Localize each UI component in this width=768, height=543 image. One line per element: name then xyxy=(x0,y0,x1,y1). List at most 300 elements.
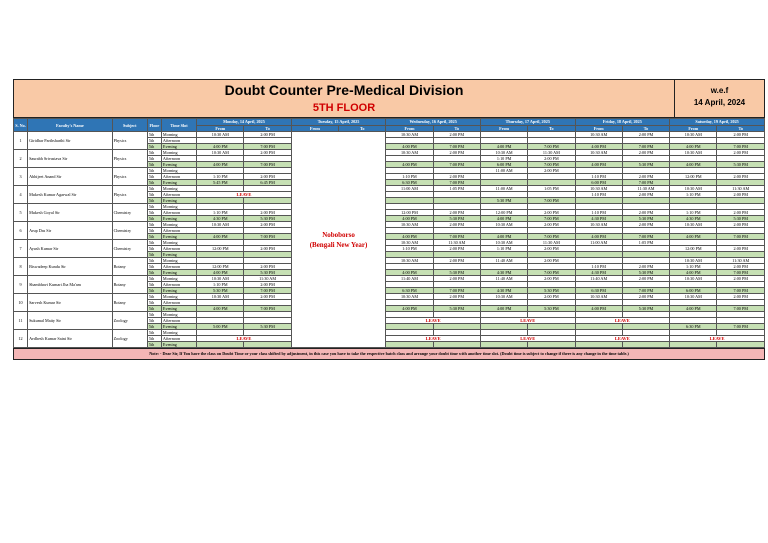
to-cell: 2:00 PM xyxy=(717,150,765,156)
faculty-sno: 11 xyxy=(14,312,28,330)
to-cell: 2:00 PM xyxy=(528,276,575,282)
from-cell: 10:30 AM xyxy=(386,240,433,246)
from-cell: 10:30 AM xyxy=(575,132,622,138)
from-cell: 4:00 PM xyxy=(197,162,244,168)
schedule-sheet xyxy=(13,79,765,360)
holiday-name: Noboborso xyxy=(322,230,355,239)
floor-cell: 5th xyxy=(147,180,161,186)
time-slot-cell: Evening xyxy=(161,180,196,186)
floor-cell: 5th xyxy=(147,186,161,192)
floor-cell: 5th xyxy=(147,198,161,204)
from-cell: 10:30 AM xyxy=(575,186,622,192)
faculty-name: Saurabh Srivastava Sir xyxy=(28,150,113,168)
time-slot-cell: Afternoon xyxy=(161,264,196,270)
to-cell: 2:00 PM xyxy=(433,258,480,264)
floor-cell: 5th xyxy=(147,156,161,162)
floor-cell: 5th xyxy=(147,228,161,234)
from-cell: 6:30 PM xyxy=(386,288,433,294)
from-cell: 4:00 PM xyxy=(575,306,622,312)
faculty-name: Arup Das Sir xyxy=(28,222,113,240)
floor-cell: 5th xyxy=(147,192,161,198)
to-cell: 2:00 PM xyxy=(433,276,480,282)
time-slot-cell: Evening xyxy=(161,234,196,240)
from-cell: 4:00 PM xyxy=(575,234,622,240)
from-header: From xyxy=(291,125,338,132)
to-cell: 2:00 PM xyxy=(433,150,480,156)
to-cell: 2:00 PM xyxy=(244,132,291,138)
from-cell: 10:30 AM xyxy=(480,240,527,246)
to-cell: 11:30 AM xyxy=(717,186,765,192)
to-cell: 2:00 PM xyxy=(244,174,291,180)
time-slot-cell: Evening xyxy=(161,162,196,168)
to-cell: 5:30 PM xyxy=(433,270,480,276)
faculty-sno: 2 xyxy=(14,150,28,168)
time-slot-cell: Evening xyxy=(161,288,196,294)
leave-cell: LEAVE xyxy=(480,336,575,342)
floor-cell: 5th xyxy=(147,246,161,252)
leave-cell: LEAVE xyxy=(670,336,765,342)
from-cell: 1:10 PM xyxy=(575,210,622,216)
to-cell: 2:00 PM xyxy=(244,294,291,300)
to-cell: 2:00 PM xyxy=(622,150,669,156)
to-cell: 7:00 PM xyxy=(622,234,669,240)
from-cell: 1:10 PM xyxy=(197,174,244,180)
to-cell: 7:00 PM xyxy=(717,234,765,240)
from-cell: 4:30 PM xyxy=(575,270,622,276)
floor-cell: 5th xyxy=(147,258,161,264)
to-cell: 7:00 PM xyxy=(717,288,765,294)
from-cell: 4:00 PM xyxy=(386,306,433,312)
from-cell: 4:00 PM xyxy=(386,162,433,168)
leave-cell: LEAVE xyxy=(480,318,575,324)
to-cell: 11:30 AM xyxy=(622,186,669,192)
to-cell: 7:00 PM xyxy=(622,144,669,150)
time-slot-cell: Morning xyxy=(161,132,196,138)
from-cell: 10:30 AM xyxy=(670,222,717,228)
to-cell: 5:30 PM xyxy=(622,306,669,312)
floor-cell: 5th xyxy=(147,306,161,312)
subject-header: Subject xyxy=(112,119,147,132)
from-cell: 4:00 PM xyxy=(575,144,622,150)
faculty-subject: Physics xyxy=(112,168,147,186)
faculty-name: Mukesh Kumar Agarwal Sir xyxy=(28,186,113,204)
from-cell: 1:10 PM xyxy=(575,264,622,270)
from-cell: 12:00 PM xyxy=(386,210,433,216)
to-cell: 2:00 PM xyxy=(528,156,575,162)
leave-cell: LEAVE xyxy=(197,336,292,342)
from-cell: 11:00 AM xyxy=(480,186,527,192)
faculty-subject: Botany xyxy=(112,258,147,276)
to-cell: 2:00 PM xyxy=(244,246,291,252)
from-cell: 10:30 AM xyxy=(197,294,244,300)
time-slot-cell: Morning xyxy=(161,312,196,318)
faculty-name: Avdhesh Kumar Saini Sir xyxy=(28,330,113,348)
faculty-name: Mukesh Goyal Sir xyxy=(28,204,113,222)
to-cell: 7:00 PM xyxy=(528,234,575,240)
floor-cell: 5th xyxy=(147,282,161,288)
to-cell: 2:00 PM xyxy=(622,264,669,270)
time-slot-cell: Afternoon xyxy=(161,336,196,342)
floor-cell: 5th xyxy=(147,174,161,180)
to-cell: 7:00 PM xyxy=(433,234,480,240)
from-cell: 10:30 AM xyxy=(670,132,717,138)
from-cell: 1:10 PM xyxy=(670,192,717,198)
floor-cell: 5th xyxy=(147,288,161,294)
to-cell xyxy=(433,342,480,348)
day-header: Saturday, 19 April, 2025 xyxy=(670,119,765,126)
faculty-sno: 10 xyxy=(14,294,28,312)
to-header: To xyxy=(528,125,575,132)
time-slot-cell: Morning xyxy=(161,276,196,282)
to-cell: 5:30 PM xyxy=(433,306,480,312)
leave-cell: LEAVE xyxy=(197,192,292,198)
from-cell: 10:30 AM xyxy=(197,222,244,228)
from-cell: 4:00 PM xyxy=(386,234,433,240)
from-cell: 12:00 PM xyxy=(197,264,244,270)
from-cell: 10:30 AM xyxy=(386,294,433,300)
time-slot-cell: Afternoon xyxy=(161,228,196,234)
to-header: To xyxy=(717,125,765,132)
to-cell: 2:00 PM xyxy=(717,294,765,300)
to-cell: 7:00 PM xyxy=(244,288,291,294)
time-slot-cell: Morning xyxy=(161,240,196,246)
from-cell: 4:30 PM xyxy=(480,270,527,276)
to-cell: 7:00 PM xyxy=(244,144,291,150)
to-cell: 5:30 PM xyxy=(528,306,575,312)
from-cell: 10:30 AM xyxy=(670,276,717,282)
from-cell: 10:30 AM xyxy=(575,222,622,228)
from-cell: 4:00 PM xyxy=(480,234,527,240)
to-cell: 2:00 PM xyxy=(622,132,669,138)
from-cell: 4:00 PM xyxy=(670,270,717,276)
to-cell: 5:30 PM xyxy=(244,216,291,222)
faculty-name: Giridhar Parthsharthi Sir xyxy=(28,132,113,150)
to-cell: 7:00 PM xyxy=(717,144,765,150)
floor-cell: 5th xyxy=(147,168,161,174)
from-cell: 11:40 AM xyxy=(386,276,433,282)
from-cell: 1:10 PM xyxy=(386,246,433,252)
faculty-sno: 12 xyxy=(14,330,28,348)
time-slot-cell: Afternoon xyxy=(161,210,196,216)
sno-header: S. No. xyxy=(14,119,28,132)
from-cell: 6:30 PM xyxy=(386,180,433,186)
to-cell: 7:00 PM xyxy=(528,144,575,150)
from-cell: 12:00 PM xyxy=(197,246,244,252)
floor-cell: 5th xyxy=(147,318,161,324)
from-cell: 10:30 AM xyxy=(197,150,244,156)
day-header: Tuesday, 15 April, 2025 xyxy=(291,119,386,126)
to-cell: 2:00 PM xyxy=(717,210,765,216)
time-slot-cell: Afternoon xyxy=(161,318,196,324)
from-cell: 4:00 PM xyxy=(480,306,527,312)
from-cell: 4:00 PM xyxy=(197,306,244,312)
floor-cell: 5th xyxy=(147,240,161,246)
to-cell: 5:30 PM xyxy=(622,270,669,276)
from-cell: 10:30 AM xyxy=(386,222,433,228)
from-cell: 4:00 PM xyxy=(670,306,717,312)
to-cell: 2:00 PM xyxy=(244,264,291,270)
to-cell: 7:00 PM xyxy=(433,144,480,150)
from-cell: 10:30 AM xyxy=(386,132,433,138)
time-slot-cell: Evening xyxy=(161,342,196,348)
to-cell: 2:00 PM xyxy=(622,276,669,282)
from-cell xyxy=(197,342,244,348)
to-cell: 5:30 PM xyxy=(622,216,669,222)
from-cell: 5:45 PM xyxy=(197,180,244,186)
floor-header: Floor xyxy=(147,119,161,132)
to-cell: 5:30 PM xyxy=(244,270,291,276)
to-cell: 2:00 PM xyxy=(433,132,480,138)
time-slot-cell: Afternoon xyxy=(161,174,196,180)
to-cell: 5:30 PM xyxy=(244,324,291,330)
to-cell: 7:00 PM xyxy=(717,270,765,276)
from-cell: 1:10 PM xyxy=(575,192,622,198)
wef-date: 14 April, 2024 xyxy=(693,98,746,107)
from-cell: 4:00 PM xyxy=(386,270,433,276)
day-header: Friday, 18 April, 2025 xyxy=(575,119,670,126)
from-cell xyxy=(480,342,527,348)
from-cell: 5:00 PM xyxy=(197,324,244,330)
time-slot-cell: Evening xyxy=(161,324,196,330)
to-cell: 2:00 PM xyxy=(622,174,669,180)
from-cell: 4:00 PM xyxy=(575,162,622,168)
to-cell: 1:05 PM xyxy=(528,186,575,192)
to-cell: 2:00 PM xyxy=(244,210,291,216)
floor-cell: 5th xyxy=(147,276,161,282)
to-cell: 2:00 PM xyxy=(244,222,291,228)
faculty-subject: Botany xyxy=(112,294,147,312)
floor-cell: 5th xyxy=(147,294,161,300)
to-cell: 11:30 AM xyxy=(244,276,291,282)
faculty-subject: Physics xyxy=(112,150,147,168)
floor-cell: 5th xyxy=(147,210,161,216)
from-cell: 1:10 PM xyxy=(670,264,717,270)
to-cell: 7:00 PM xyxy=(244,306,291,312)
to-cell: 2:00 PM xyxy=(717,222,765,228)
from-cell xyxy=(575,342,622,348)
day-header: Monday, 14 April, 2025 xyxy=(197,119,292,126)
to-cell xyxy=(622,342,669,348)
faculty-subject: Chemistry xyxy=(112,222,147,240)
from-cell: 10:30 AM xyxy=(670,150,717,156)
wef-label: w.e.f xyxy=(710,86,729,95)
to-cell: 2:00 PM xyxy=(717,192,765,198)
from-cell: 1:10 PM xyxy=(480,156,527,162)
faculty-header: Faculty's Name xyxy=(28,119,113,132)
to-cell: 2:00 PM xyxy=(717,264,765,270)
to-cell: 7:00 PM xyxy=(528,216,575,222)
faculty-sno: 8 xyxy=(14,258,28,276)
effective-date-box xyxy=(674,80,764,117)
floor-cell: 5th xyxy=(147,222,161,228)
faculty-subject: Chemistry xyxy=(112,240,147,258)
time-slot-cell: Morning xyxy=(161,330,196,336)
from-cell: 1:10 PM xyxy=(197,210,244,216)
to-cell: 7:00 PM xyxy=(528,270,575,276)
time-slot-cell: Morning xyxy=(161,294,196,300)
faculty-subject: Physics xyxy=(112,186,147,204)
to-cell: 2:00 PM xyxy=(528,294,575,300)
to-cell: 7:00 PM xyxy=(717,306,765,312)
from-cell: 12:00 PM xyxy=(670,246,717,252)
leave-cell: LEAVE xyxy=(575,336,670,342)
from-cell: 10:30 AM xyxy=(197,276,244,282)
floor-cell: 5th xyxy=(147,252,161,258)
to-cell: 7:00 PM xyxy=(244,162,291,168)
to-cell: 7:00 PM xyxy=(717,324,765,330)
faculty-name: Sarvesh Kumar Sir xyxy=(28,294,113,312)
time-slot-cell: Afternoon xyxy=(161,246,196,252)
to-cell: 2:00 PM xyxy=(433,222,480,228)
sheet-header xyxy=(13,79,765,118)
from-header: From xyxy=(197,125,244,132)
from-cell: 6:00 PM xyxy=(480,162,527,168)
leave-cell: LEAVE xyxy=(386,318,481,324)
faculty-name: Sukumal Maity Sir xyxy=(28,312,113,330)
from-header: From xyxy=(480,125,527,132)
faculty-subject: Zoology xyxy=(112,330,147,348)
from-cell: 10:30 AM xyxy=(575,150,622,156)
to-header: To xyxy=(433,125,480,132)
floor-cell: 5th xyxy=(147,132,161,138)
from-cell: 10:30 AM xyxy=(670,294,717,300)
to-cell: 7:00 PM xyxy=(433,162,480,168)
to-cell: 11:30 AM xyxy=(528,240,575,246)
leave-cell: LEAVE xyxy=(386,336,481,342)
from-cell: 10:30 AM xyxy=(197,132,244,138)
from-header: From xyxy=(575,125,622,132)
from-cell: 5:30 PM xyxy=(197,288,244,294)
to-cell: 7:00 PM xyxy=(622,288,669,294)
time-slot-cell: Evening xyxy=(161,216,196,222)
floor-cell: 5th xyxy=(147,324,161,330)
floor-cell: 5th xyxy=(147,234,161,240)
from-cell: 10:30 AM xyxy=(480,222,527,228)
floor-cell: 5th xyxy=(147,312,161,318)
from-cell: 10:30 AM xyxy=(670,186,717,192)
faculty-name: Biswadeep Kundu Sir xyxy=(28,258,113,276)
time-slot-cell: Evening xyxy=(161,198,196,204)
to-cell: 2:00 PM xyxy=(433,246,480,252)
from-cell: 4:00 PM xyxy=(480,144,527,150)
to-cell: 11:30 AM xyxy=(433,240,480,246)
from-cell xyxy=(386,342,433,348)
time-slot-cell: Afternoon xyxy=(161,192,196,198)
from-cell: 11:00 AM xyxy=(575,240,622,246)
from-cell xyxy=(670,342,717,348)
to-cell: 7:00 PM xyxy=(622,180,669,186)
footer-note: Note: - Dear Sir, If You have the class on Doubt Time or your class shifted by adjustment, in this case you have to take the respective batch class and arrange your doubt time with another time slot. (Doubt time is subject to change if there is any change in the time table.) xyxy=(13,348,765,360)
from-cell: 1:10 PM xyxy=(386,174,433,180)
faculty-subject: Zoology xyxy=(112,312,147,330)
floor-cell: 5th xyxy=(147,138,161,144)
time-slot-cell: Evening xyxy=(161,144,196,150)
to-cell: 2:00 PM xyxy=(622,222,669,228)
from-cell: 6:00 PM xyxy=(670,288,717,294)
faculty-sno: 3 xyxy=(14,168,28,186)
faculty-sno: 1 xyxy=(14,132,28,150)
time-slot-header: Time Slot xyxy=(161,119,196,132)
from-cell: 11:40 AM xyxy=(575,276,622,282)
time-slot-cell: Afternoon xyxy=(161,138,196,144)
floor-cell: 5th xyxy=(147,330,161,336)
schedule-table xyxy=(13,118,765,348)
to-cell xyxy=(528,342,575,348)
from-cell: 4:00 PM xyxy=(386,216,433,222)
time-slot-cell: Evening xyxy=(161,306,196,312)
to-cell: 2:00 PM xyxy=(622,294,669,300)
from-cell: 4:00 PM xyxy=(197,234,244,240)
leave-cell: LEAVE xyxy=(575,318,670,324)
faculty-subject: Physics xyxy=(112,132,147,150)
to-cell xyxy=(244,342,291,348)
to-cell: 2:00 PM xyxy=(433,174,480,180)
from-cell: 4:00 PM xyxy=(197,270,244,276)
from-cell: 1:10 PM xyxy=(575,174,622,180)
from-cell: 11:00 AM xyxy=(386,186,433,192)
from-cell: 10:30 AM xyxy=(386,258,433,264)
floor-label: 5TH FLOOR xyxy=(312,102,376,114)
time-slot-cell: Morning xyxy=(161,258,196,264)
from-cell: 6:30 PM xyxy=(575,288,622,294)
from-cell: 6:00 PM xyxy=(575,180,622,186)
from-cell: 4:30 PM xyxy=(670,216,717,222)
to-cell: 1:05 PM xyxy=(433,186,480,192)
faculty-name: Shambhavi Kumari Jha Ma'am xyxy=(28,276,113,294)
to-cell: 2:00 PM xyxy=(528,210,575,216)
floor-cell: 5th xyxy=(147,216,161,222)
to-cell: 2:00 PM xyxy=(528,168,575,174)
to-cell: 5:30 PM xyxy=(622,162,669,168)
floor-cell: 5th xyxy=(147,204,161,210)
to-cell: 11:30 AM xyxy=(528,150,575,156)
time-slot-cell: Afternoon xyxy=(161,156,196,162)
faculty-sno: 4 xyxy=(14,186,28,204)
faculty-subject: Chemistry xyxy=(112,204,147,222)
faculty-name: Ayush Kumar Sir xyxy=(28,240,113,258)
faculty-sno: 9 xyxy=(14,276,28,294)
from-cell: 10:30 AM xyxy=(575,294,622,300)
time-slot-cell: Morning xyxy=(161,150,196,156)
from-cell: 4:00 PM xyxy=(670,144,717,150)
floor-cell: 5th xyxy=(147,150,161,156)
time-slot-cell: Morning xyxy=(161,204,196,210)
to-cell: 7:00 PM xyxy=(433,288,480,294)
to-cell: 2:00 PM xyxy=(528,258,575,264)
to-cell: 5:30 PM xyxy=(528,288,575,294)
to-cell: 7:00 PM xyxy=(528,162,575,168)
from-cell: 5:30 PM xyxy=(480,198,527,204)
floor-cell: 5th xyxy=(147,162,161,168)
time-slot-cell: Afternoon xyxy=(161,282,196,288)
to-cell xyxy=(717,342,765,348)
from-cell: 10:30 AM xyxy=(386,150,433,156)
floor-cell: 5th xyxy=(147,300,161,306)
to-cell: 11:30 AM xyxy=(717,258,765,264)
from-cell: 6:30 PM xyxy=(670,324,717,330)
to-cell: 5:30 PM xyxy=(717,216,765,222)
floor-cell: 5th xyxy=(147,144,161,150)
from-cell: 12:00 PM xyxy=(480,210,527,216)
time-slot-cell: Morning xyxy=(161,186,196,192)
to-cell: 2:00 PM xyxy=(717,132,765,138)
time-slot-cell: Afternoon xyxy=(161,300,196,306)
time-slot-cell: Evening xyxy=(161,252,196,258)
to-cell: 2:00 PM xyxy=(244,150,291,156)
to-cell: 7:00 PM xyxy=(433,180,480,186)
from-cell: 10:30 AM xyxy=(670,258,717,264)
from-cell: 4:00 PM xyxy=(386,144,433,150)
